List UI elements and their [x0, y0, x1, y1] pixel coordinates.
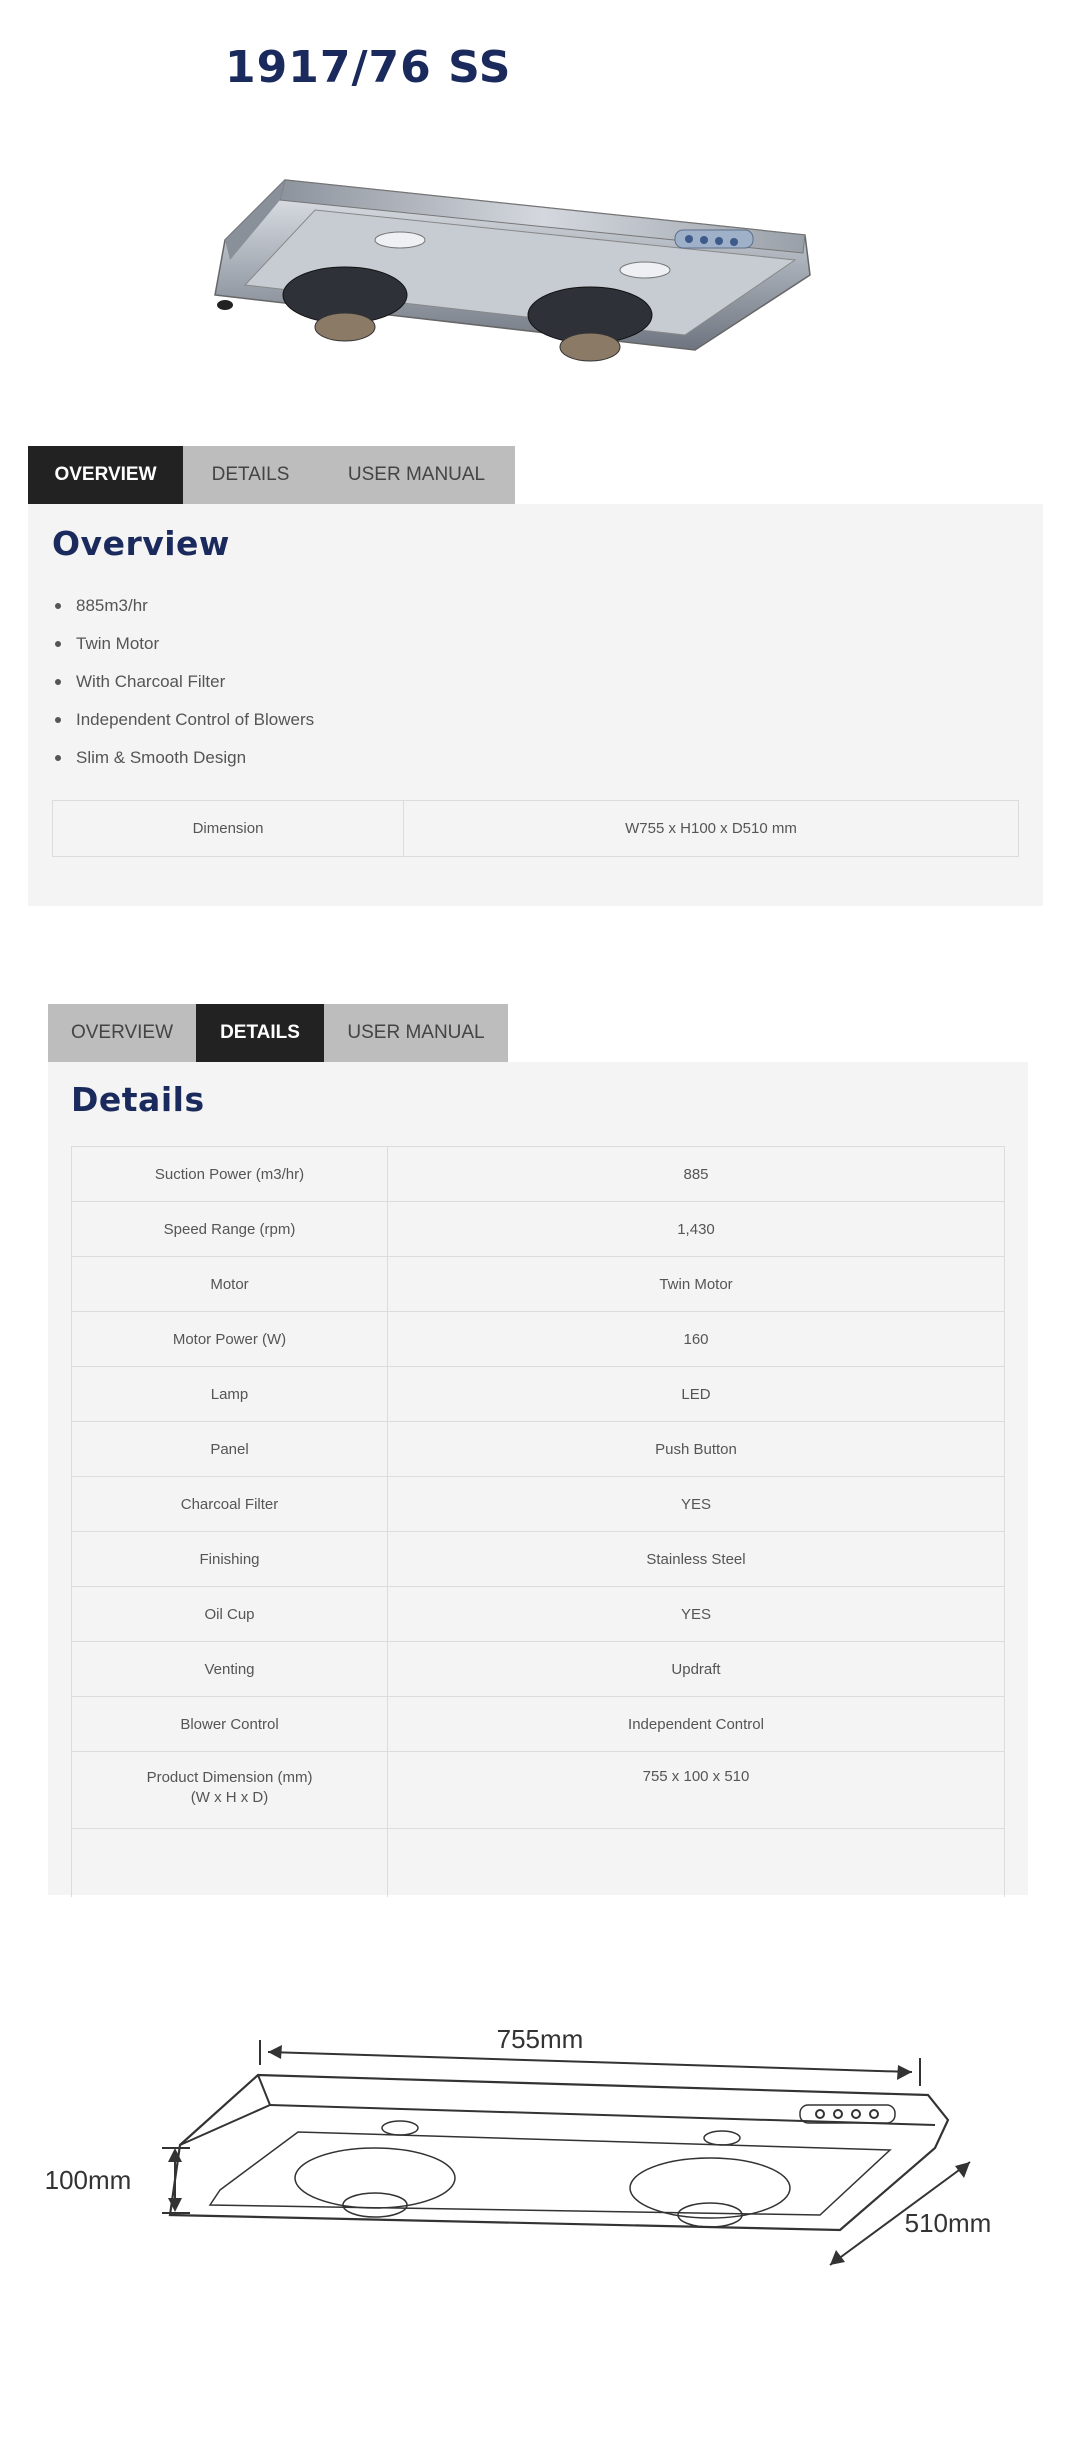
spec-value: Stainless Steel	[388, 1532, 1005, 1587]
depth-label: 510mm	[904, 2208, 992, 2238]
tab-user-manual[interactable]: USER MANUAL	[318, 446, 515, 504]
dimension-value: W755 x H100 x D510 mm	[404, 801, 1019, 857]
table-row	[72, 1642, 1005, 1697]
details-heading: Details	[71, 1080, 205, 1119]
spec-value: YES	[388, 1587, 1005, 1642]
dimension-table	[52, 800, 1019, 857]
empty-cell	[72, 1829, 388, 1897]
spec-label: Motor	[72, 1257, 388, 1312]
list-item: Slim & Smooth Design	[52, 739, 314, 777]
spec-label	[72, 1752, 388, 1829]
list-item: With Charcoal Filter	[52, 663, 314, 701]
tab-user-manual[interactable]: USER MANUAL	[324, 1004, 508, 1062]
spec-label: Oil Cup	[72, 1587, 388, 1642]
list-item: Independent Control of Blowers	[52, 701, 314, 739]
spec-label: Speed Range (rpm)	[72, 1202, 388, 1257]
tab-details[interactable]: DETAILS	[196, 1004, 324, 1062]
details-panel	[48, 1062, 1028, 1895]
width-arrow	[268, 2052, 912, 2072]
overview-tabbar	[28, 446, 515, 504]
tab-overview[interactable]: OVERVIEW	[48, 1004, 196, 1062]
spec-value: Twin Motor	[388, 1257, 1005, 1312]
overview-heading: Overview	[52, 524, 230, 563]
spec-value: Independent Control	[388, 1697, 1005, 1752]
spec-value: 1,430	[388, 1202, 1005, 1257]
dimension-diagram	[30, 2000, 1050, 2280]
spec-value: 755 x 100 x 510	[388, 1752, 1005, 1829]
table-row	[72, 1147, 1005, 1202]
spec-label: Charcoal Filter	[72, 1477, 388, 1532]
spec-label: Suction Power (m3/hr)	[72, 1147, 388, 1202]
spec-value: 885	[388, 1147, 1005, 1202]
spec-label-line2: (W x H x D)	[190, 1789, 269, 1806]
spec-label: Motor Power (W)	[72, 1312, 388, 1367]
width-label: 755mm	[496, 2024, 584, 2054]
spec-value: Push Button	[388, 1422, 1005, 1477]
spec-label: Venting	[72, 1642, 388, 1697]
table-row-empty	[72, 1829, 1005, 1897]
table-row	[72, 1587, 1005, 1642]
table-row	[72, 1367, 1005, 1422]
feature-list	[52, 587, 314, 777]
product-image	[205, 165, 825, 375]
list-item: Twin Motor	[52, 625, 314, 663]
product-title: 1917/76 SS	[225, 42, 512, 93]
table-row	[72, 1422, 1005, 1477]
details-tabbar	[48, 1004, 508, 1062]
height-label: 100mm	[44, 2165, 132, 2195]
empty-cell	[388, 1829, 1005, 1897]
table-row	[72, 1257, 1005, 1312]
spec-value: Updraft	[388, 1642, 1005, 1697]
table-row	[72, 1202, 1005, 1257]
tab-details[interactable]: DETAILS	[183, 446, 318, 504]
spec-label: Finishing	[72, 1532, 388, 1587]
table-row	[72, 1312, 1005, 1367]
spec-value: LED	[388, 1367, 1005, 1422]
table-row	[53, 801, 1019, 857]
table-row	[72, 1752, 1005, 1829]
list-item: 885m3/hr	[52, 587, 314, 625]
spec-label: Blower Control	[72, 1697, 388, 1752]
spec-value: YES	[388, 1477, 1005, 1532]
dimension-label: Dimension	[53, 801, 404, 857]
spec-label: Panel	[72, 1422, 388, 1477]
table-row	[72, 1532, 1005, 1587]
spec-label-line1: Product Dimension (mm)	[146, 1769, 313, 1786]
tab-overview[interactable]: OVERVIEW	[28, 446, 183, 504]
table-row	[72, 1697, 1005, 1752]
spec-value: 160	[388, 1312, 1005, 1367]
specs-table	[71, 1146, 1005, 1897]
spec-label: Lamp	[72, 1367, 388, 1422]
table-row	[72, 1477, 1005, 1532]
overview-panel	[28, 504, 1043, 906]
